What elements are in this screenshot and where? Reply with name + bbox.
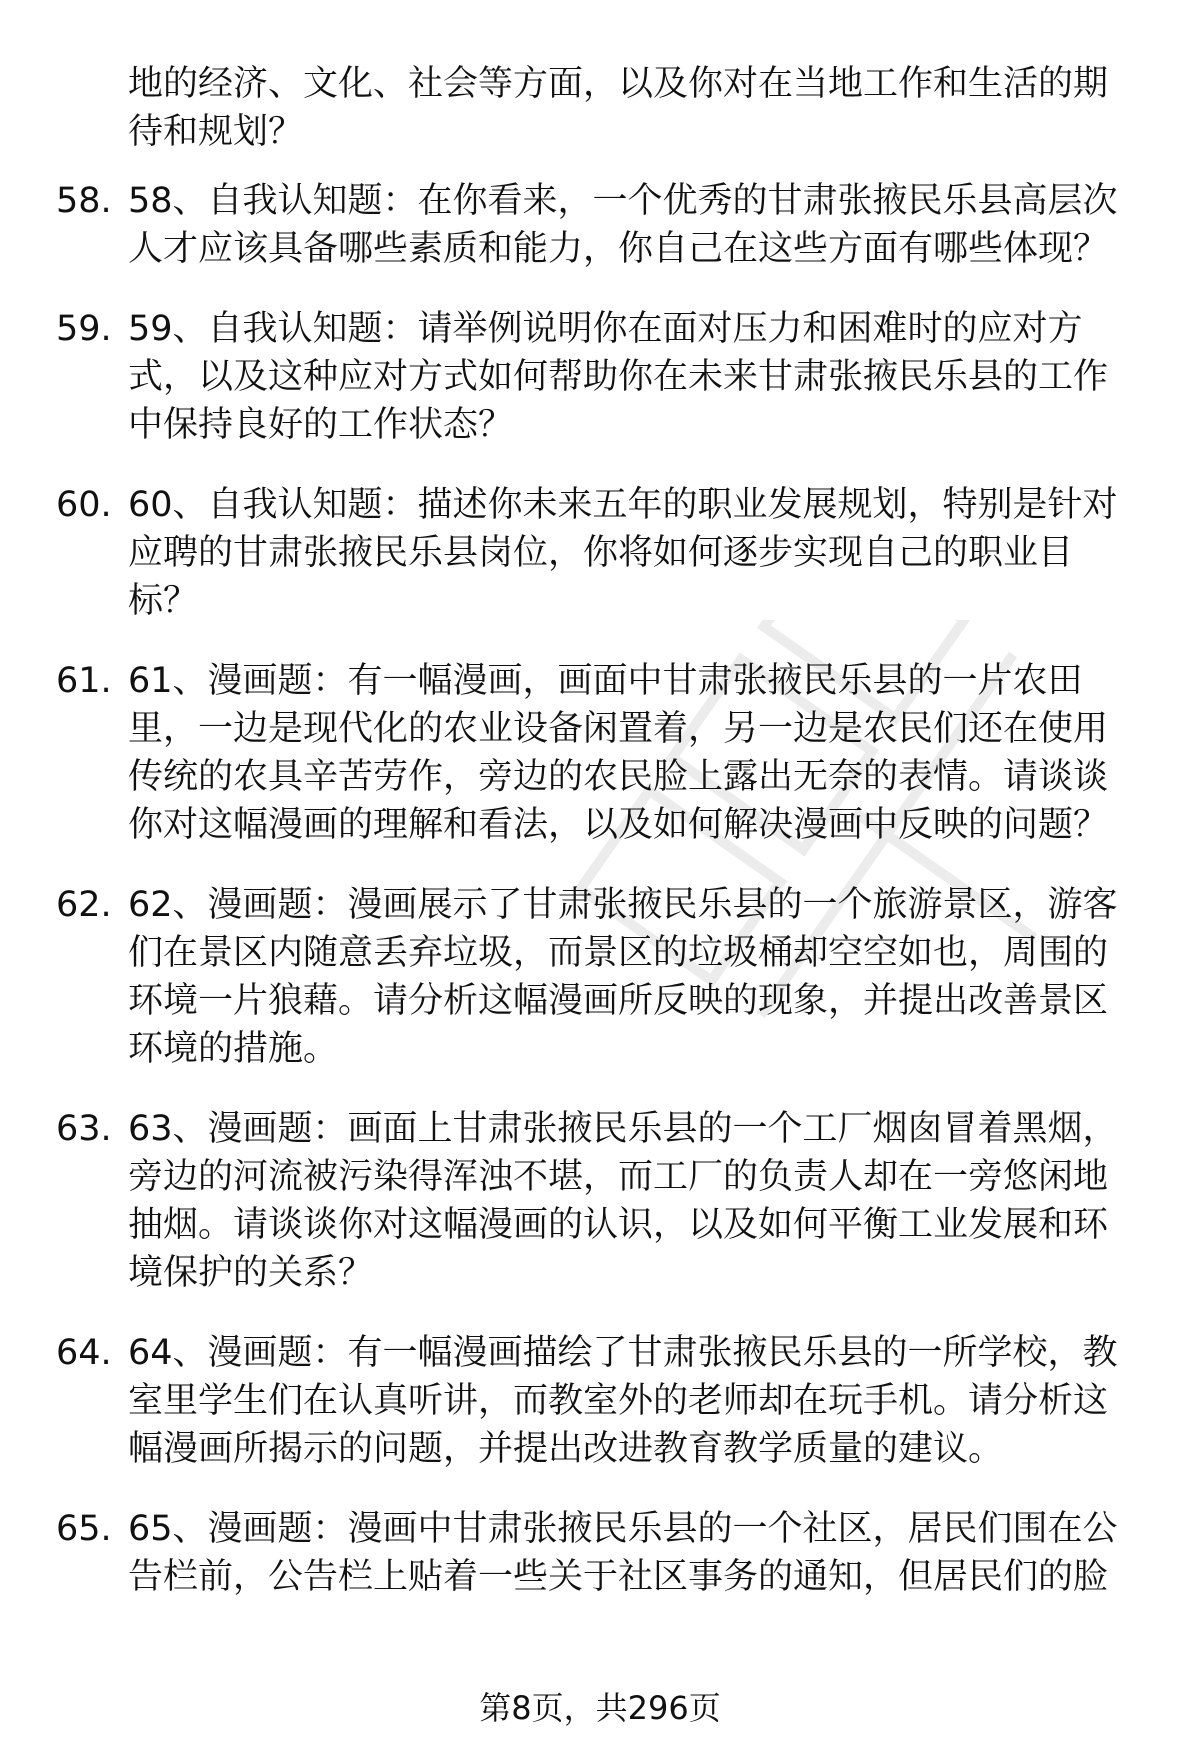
item-text: 59、自我认知题：请举例说明你在面对压力和困难时的应对方式，以及这种应对方式如何帮助你在未来甘肃张掖民乐县的工作中保持良好的工作状态？ — [128, 309, 1109, 445]
item-number: 63. — [56, 1109, 112, 1149]
list-item — [0, 1105, 1200, 1297]
item-text: 58、自我认知题：在你看来，一个优秀的甘肃张掖民乐县高层次人才应该具备哪些素质和能力，你自己在这些方面有哪些体现？ — [128, 181, 1118, 269]
item-number: 64. — [56, 1333, 112, 1373]
list-item — [0, 657, 1200, 849]
continuation-text: 地的经济、文化、社会等方面，以及你对在当地工作和生活的期待和规划？ — [128, 64, 1109, 152]
list-item — [0, 481, 1200, 625]
item-number: 61. — [56, 661, 112, 701]
item-text: 63、漫画题：画面上甘肃张掖民乐县的一个工厂烟囱冒着黑烟，旁边的河流被污染得浑浊不堪，而工厂的负责人却在一旁悠闲地抽烟。请谈谈你对这幅漫画的认识，以及如何平衡工业发展和环境保护的关系？ — [128, 1109, 1118, 1293]
list-item — [0, 305, 1200, 449]
page-footer: 第8页，共296页 — [479, 1689, 721, 1727]
item-text: 61、漫画题：有一幅漫画，画面中甘肃张掖民乐县的一片农田里，一边是现代化的农业设备闲置着，另一边是农民们还在使用传统的农具辛苦劳作，旁边的农民脸上露出无奈的表情。请谈谈你对这幅漫画的理解和看法，以及如何解决漫画中反映的问题？ — [128, 661, 1109, 845]
item-number: 60. — [56, 485, 112, 525]
item-text: 64、漫画题：有一幅漫画描绘了甘肃张掖民乐县的一所学校，教室里学生们在认真听讲，而教室外的老师却在玩手机。请分析这幅漫画所揭示的问题，并提出改进教育教学质量的建议。 — [128, 1333, 1118, 1469]
item-text: 62、漫画题：漫画展示了甘肃张掖民乐县的一个旅游景区，游客们在景区内随意丢弃垃圾，而景区的垃圾桶却空空如也，周围的环境一片狼藉。请分析这幅漫画所反映的现象，并提出改善景区环境的措施。 — [128, 885, 1118, 1069]
item-text: 60、自我认知题：描述你未来五年的职业发展规划，特别是针对应聘的甘肃张掖民乐县岗位，你将如何逐步实现自己的职业目标？ — [128, 485, 1118, 621]
item-text: 65、漫画题：漫画中甘肃张掖民乐县的一个社区，居民们围在公告栏前，公告栏上贴着一些关于社区事务的通知，但居民们的脸 — [128, 1509, 1118, 1597]
question-list — [0, 177, 1200, 1633]
item-number: 59. — [56, 309, 112, 349]
item-number: 58. — [56, 181, 112, 221]
list-item — [0, 177, 1200, 273]
list-item — [0, 1505, 1200, 1601]
list-item — [0, 881, 1200, 1073]
item-number: 65. — [56, 1509, 112, 1549]
item-number: 62. — [56, 885, 112, 925]
list-item — [0, 1329, 1200, 1473]
